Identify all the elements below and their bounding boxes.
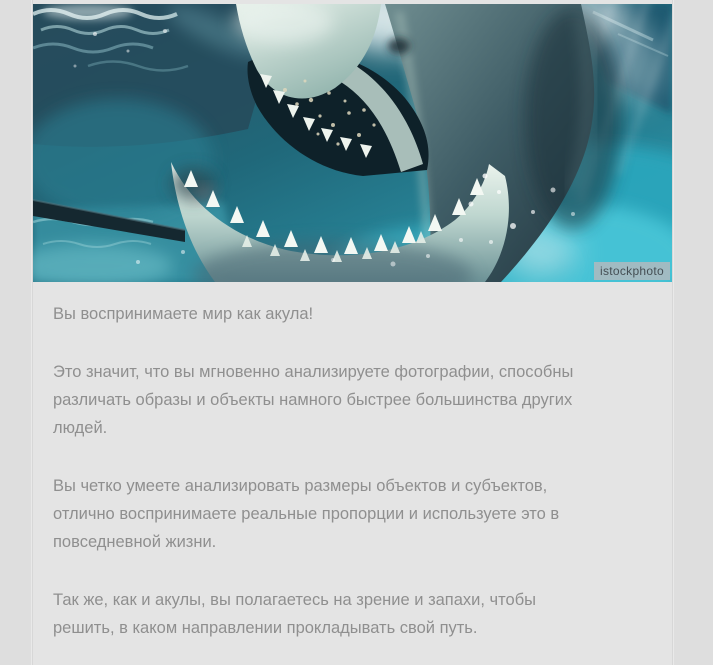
text-line: людей. xyxy=(53,419,108,437)
text-line: Вы воспринимаете мир как акула! xyxy=(53,305,314,323)
text-line: отлично воспринимаете реальные пропорции и используете это в xyxy=(53,505,560,523)
text-line: Так же, как и акулы, вы полагаетесь на зрение и запахи, чтобы xyxy=(53,591,537,609)
istockphoto-watermark: istockphoto xyxy=(594,262,670,280)
text-line: повседневной жизни. xyxy=(53,533,217,551)
result-paragraph-2 xyxy=(53,358,652,442)
shark-eye xyxy=(388,38,410,54)
result-text xyxy=(33,282,672,642)
result-paragraph-3 xyxy=(53,472,652,556)
result-paragraph-1 xyxy=(53,300,652,328)
result-paragraph-4 xyxy=(53,586,652,642)
shark-photo xyxy=(33,4,672,282)
content-panel xyxy=(33,0,672,665)
shark-photo-illustration xyxy=(33,4,672,282)
text-line: различать образы и объекты намного быстрее большинства других xyxy=(53,391,573,409)
text-line: Вы четко умеете анализировать размеры объектов и субъектов, xyxy=(53,477,548,495)
text-line: Это значит, что вы мгновенно анализируете фотографии, способны xyxy=(53,363,574,381)
text-line: решить, в каком направлении прокладывать свой путь. xyxy=(53,619,478,637)
